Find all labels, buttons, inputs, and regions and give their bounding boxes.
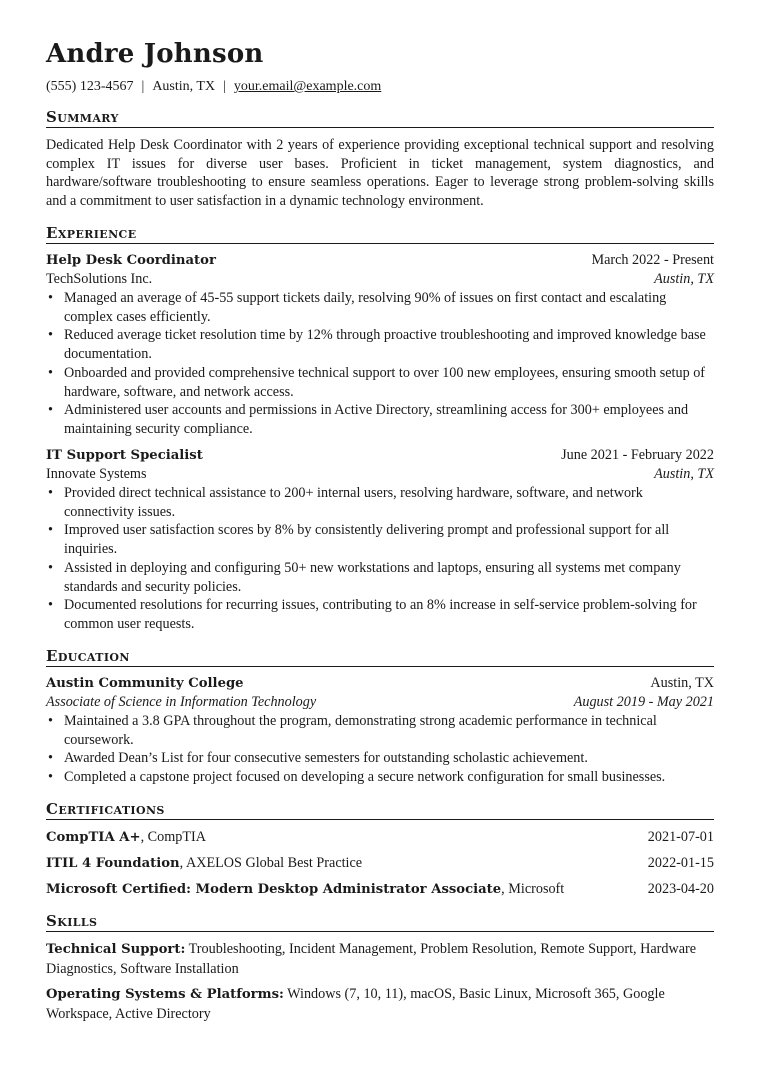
bullet-text: Managed an average of 45-55 support tickets daily, resolving 90% of issues on first contact and escalating complex cases efficiently.: [64, 290, 667, 325]
bullet-icon: •: [48, 522, 53, 539]
certification-row: [46, 852, 714, 878]
list-item: [46, 326, 714, 363]
job-title: IT Support Specialist: [46, 448, 203, 463]
education-dates: August 2019 - May 2021: [573, 694, 714, 710]
phone-number: (555) 123-4567: [46, 79, 134, 94]
list-item: [46, 559, 714, 596]
bullet-text: Assisted in deploying and configuring 50+ new workstations and laptops, ensuring all systems met company standards and security policies.: [64, 559, 681, 595]
skill-label: Operating Systems & Platforms:: [46, 987, 284, 1002]
skill-group: [46, 985, 714, 1023]
contact-location: Austin, TX: [152, 79, 216, 94]
certification-row: [46, 878, 714, 904]
bullet-icon: •: [48, 485, 53, 501]
certification-date: 2021-07-01: [647, 829, 714, 845]
job-bullet-list: [46, 484, 714, 634]
candidate-name: Andre Johnson: [46, 39, 264, 69]
list-item: [46, 364, 714, 401]
job-dates: March 2022 - Present: [591, 252, 714, 268]
summary-text: Dedicated Help Desk Coordinator with 2 years of experience providing exceptional technical support and resolving complex IT issues for diverse user bases. Proficient in ticket management, system diagnostics, and hardware/software troubleshooting to ensure seamless operations. Eager to leverage strong problem-solving skills and a commitment to user satisfaction in a dynamic technology environment.: [46, 137, 714, 210]
skill-group: [46, 940, 714, 978]
section-heading-certifications: Certifications: [46, 800, 714, 820]
certification-name: ITIL 4 Foundation: [46, 856, 180, 871]
skill-label: Technical Support:: [46, 942, 186, 957]
certification-date: 2022-01-15: [647, 855, 714, 871]
section-heading-skills: Skills: [46, 912, 714, 932]
education-bullet-list: [46, 712, 714, 787]
list-item: [46, 289, 714, 326]
bullet-text: Administered user accounts and permissions in Active Directory, streamlining access for 300+ employees and maintaining security compliance.: [64, 402, 689, 437]
skill-values: Windows (7, 10, 11), macOS, Basic Linux, Microsoft 365, Google Workspace, Active Directory: [46, 986, 665, 1022]
bullet-text: Improved user satisfaction scores by 8% by consistently delivering prompt and professional support for all inquiries.: [64, 522, 670, 558]
bullet-icon: •: [48, 364, 53, 381]
bullet-icon: •: [48, 750, 53, 767]
bullet-icon: •: [48, 713, 53, 729]
certification-name: CompTIA A+: [46, 830, 141, 845]
education-entry: [46, 674, 714, 787]
certification-name: Microsoft Certified: Modern Desktop Administrator Associate: [46, 882, 502, 897]
certification-issuer: , Microsoft: [501, 881, 565, 897]
email-link[interactable]: your.email@example.com: [233, 79, 382, 94]
bullet-icon: •: [48, 597, 53, 614]
bullet-icon: •: [48, 559, 53, 576]
bullet-text: Onboarded and provided comprehensive technical support to over 100 new employees, ensuring smooth setup of hardware, software, and network access.: [64, 364, 706, 400]
degree-name: Associate of Science in Information Technology: [46, 694, 317, 710]
certification-issuer: , CompTIA: [140, 829, 206, 845]
list-item: [46, 768, 714, 787]
list-item: [46, 749, 714, 768]
contact-line: [46, 78, 381, 96]
bullet-text: Awarded Dean’s List for four consecutive semesters for outstanding scholastic achievement.: [64, 750, 588, 767]
job-bullet-list: [46, 289, 714, 439]
bullet-icon: •: [48, 290, 53, 306]
contact-separator: |: [223, 79, 226, 94]
company-name: Innovate Systems: [46, 466, 147, 482]
school-location: Austin, TX: [650, 675, 714, 691]
bullet-text: Reduced average ticket resolution time by 12% through proactive troubleshooting and improved knowledge base documentation.: [64, 327, 706, 363]
bullet-text: Completed a capstone project focused on developing a secure network configuration for small businesses.: [64, 769, 666, 786]
list-item: [46, 401, 714, 438]
list-item: [46, 484, 714, 521]
certification-list: [46, 826, 714, 904]
section-heading-summary: Summary: [46, 108, 714, 128]
contact-separator: |: [141, 79, 145, 94]
section-heading-education: Education: [46, 647, 714, 667]
skill-values: Troubleshooting, Incident Management, Problem Resolution, Remote Support, Hardware Diagnostics, Software Installation: [46, 941, 697, 977]
bullet-text: Documented resolutions for recurring issues, contributing to an 8% increase in self-service problem-solving for common user requests.: [64, 597, 697, 632]
experience-entry: [46, 446, 714, 634]
job-location: Austin, TX: [654, 271, 714, 287]
school-name: Austin Community College: [46, 676, 244, 691]
bullet-text: Provided direct technical assistance to 200+ internal users, resolving hardware, software, and network connectivity issues.: [64, 485, 643, 520]
company-name: TechSolutions Inc.: [46, 271, 153, 287]
bullet-icon: •: [48, 402, 53, 419]
job-dates: June 2021 - February 2022: [561, 447, 714, 463]
certification-row: [46, 826, 714, 852]
experience-entry: [46, 251, 714, 439]
bullet-icon: •: [48, 769, 53, 786]
section-heading-experience: Experience: [46, 224, 714, 244]
bullet-text: Maintained a 3.8 GPA throughout the program, demonstrating strong academic performance in technical coursework.: [64, 713, 657, 748]
list-item: [46, 712, 714, 749]
job-title: Help Desk Coordinator: [46, 253, 216, 268]
bullet-icon: •: [48, 327, 53, 344]
certification-issuer: , AXELOS Global Best Practice: [179, 855, 363, 871]
list-item: [46, 596, 714, 633]
certification-date: 2023-04-20: [647, 881, 714, 897]
job-location: Austin, TX: [654, 466, 714, 482]
list-item: [46, 521, 714, 558]
